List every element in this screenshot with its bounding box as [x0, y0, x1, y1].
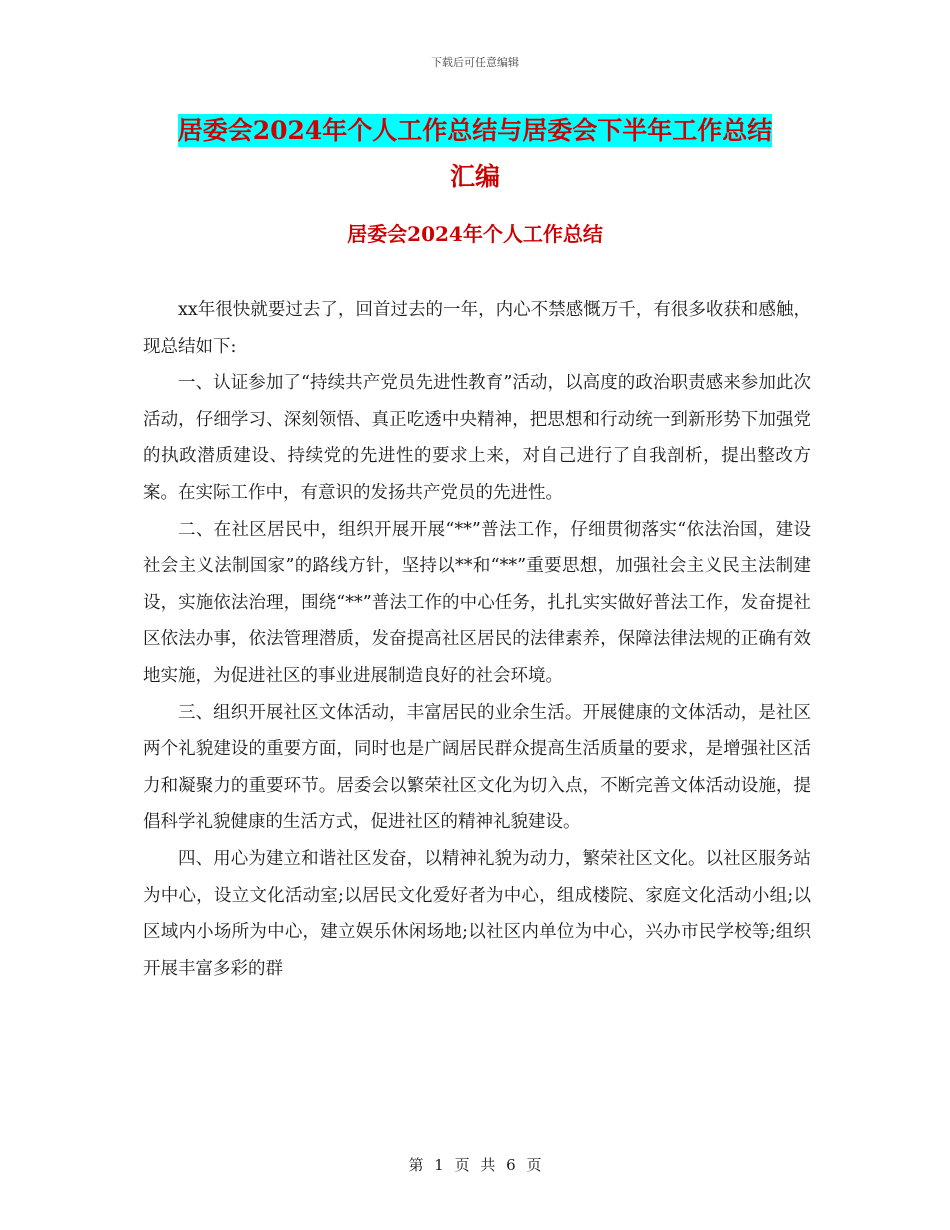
document-title-line2: 汇编 — [449, 162, 500, 191]
document-title-line1: 居委会2024年个人工作总结与居委会下半年工作总结 — [177, 116, 773, 145]
page-number: 第 1 页 共 6 页 — [408, 1156, 542, 1174]
paragraph: 四、用心为建立和谐社区发奋，以精神礼貌为动力，繁荣社区文化。以社区服务站为中心，设立文化活动室;以居民文化爱好者为中心，组成楼院、家庭文化活动小组;以区域内小场所为中心，建立娱乐休闲场地;以社区内单位为中心，兴办市民学校等;组织开展丰富多彩的群 — [143, 848, 811, 979]
paragraph: 二、在社区居民中，组织开展开展“**”普法工作，仔细贯彻落实“依法治国，建设社会主义法制国家”的路线方针，坚持以**和“**”重要思想，加强社会主义民主法制建设，实施依法治理，围绕“**”普法工作的中心任务，扎扎实实做好普法工作，发奋提社区依法办事，依法管理潜质，发奋提高社区居民的法律素养，保障法律法规的正确有效地实施，为促进社区的事业进展制造良好的社会环境。 — [143, 519, 811, 686]
document-title — [0, 108, 950, 200]
section-title: 居委会2024年个人工作总结 — [347, 222, 603, 246]
paragraph: 一、认证参加了“持续共产党员先进性教育”活动，以高度的政治职责感来参加此次活动，仔细学习、深刻领悟、真正吃透中央精神，把思想和行动统一到新形势下加强党的执政潜质建设、持续党的先进性的要求上来，对自己进行了自我剖析，提出整改方案。在实际工作中，有意识的发扬共产党员的先进性。 — [143, 373, 811, 503]
body-text — [143, 292, 811, 987]
paragraph: xx年很快就要过去了，回首过去的一年，内心不禁感慨万千，有很多收获和感触，现总结如下: — [143, 300, 811, 357]
header-note: 下载后可任意编辑 — [431, 56, 519, 69]
paragraph: 三、组织开展社区文体活动，丰富居民的业余生活。开展健康的文体活动，是社区两个礼貌建设的重要方面，同时也是广阔居民群众提高生活质量的要求，是增强社区活力和凝聚力的重要环节。居委会以繁荣社区文化为切入点，不断完善文体活动设施，提倡科学礼貌健康的生活方式，促进社区的精神礼貌建设。 — [143, 702, 811, 833]
